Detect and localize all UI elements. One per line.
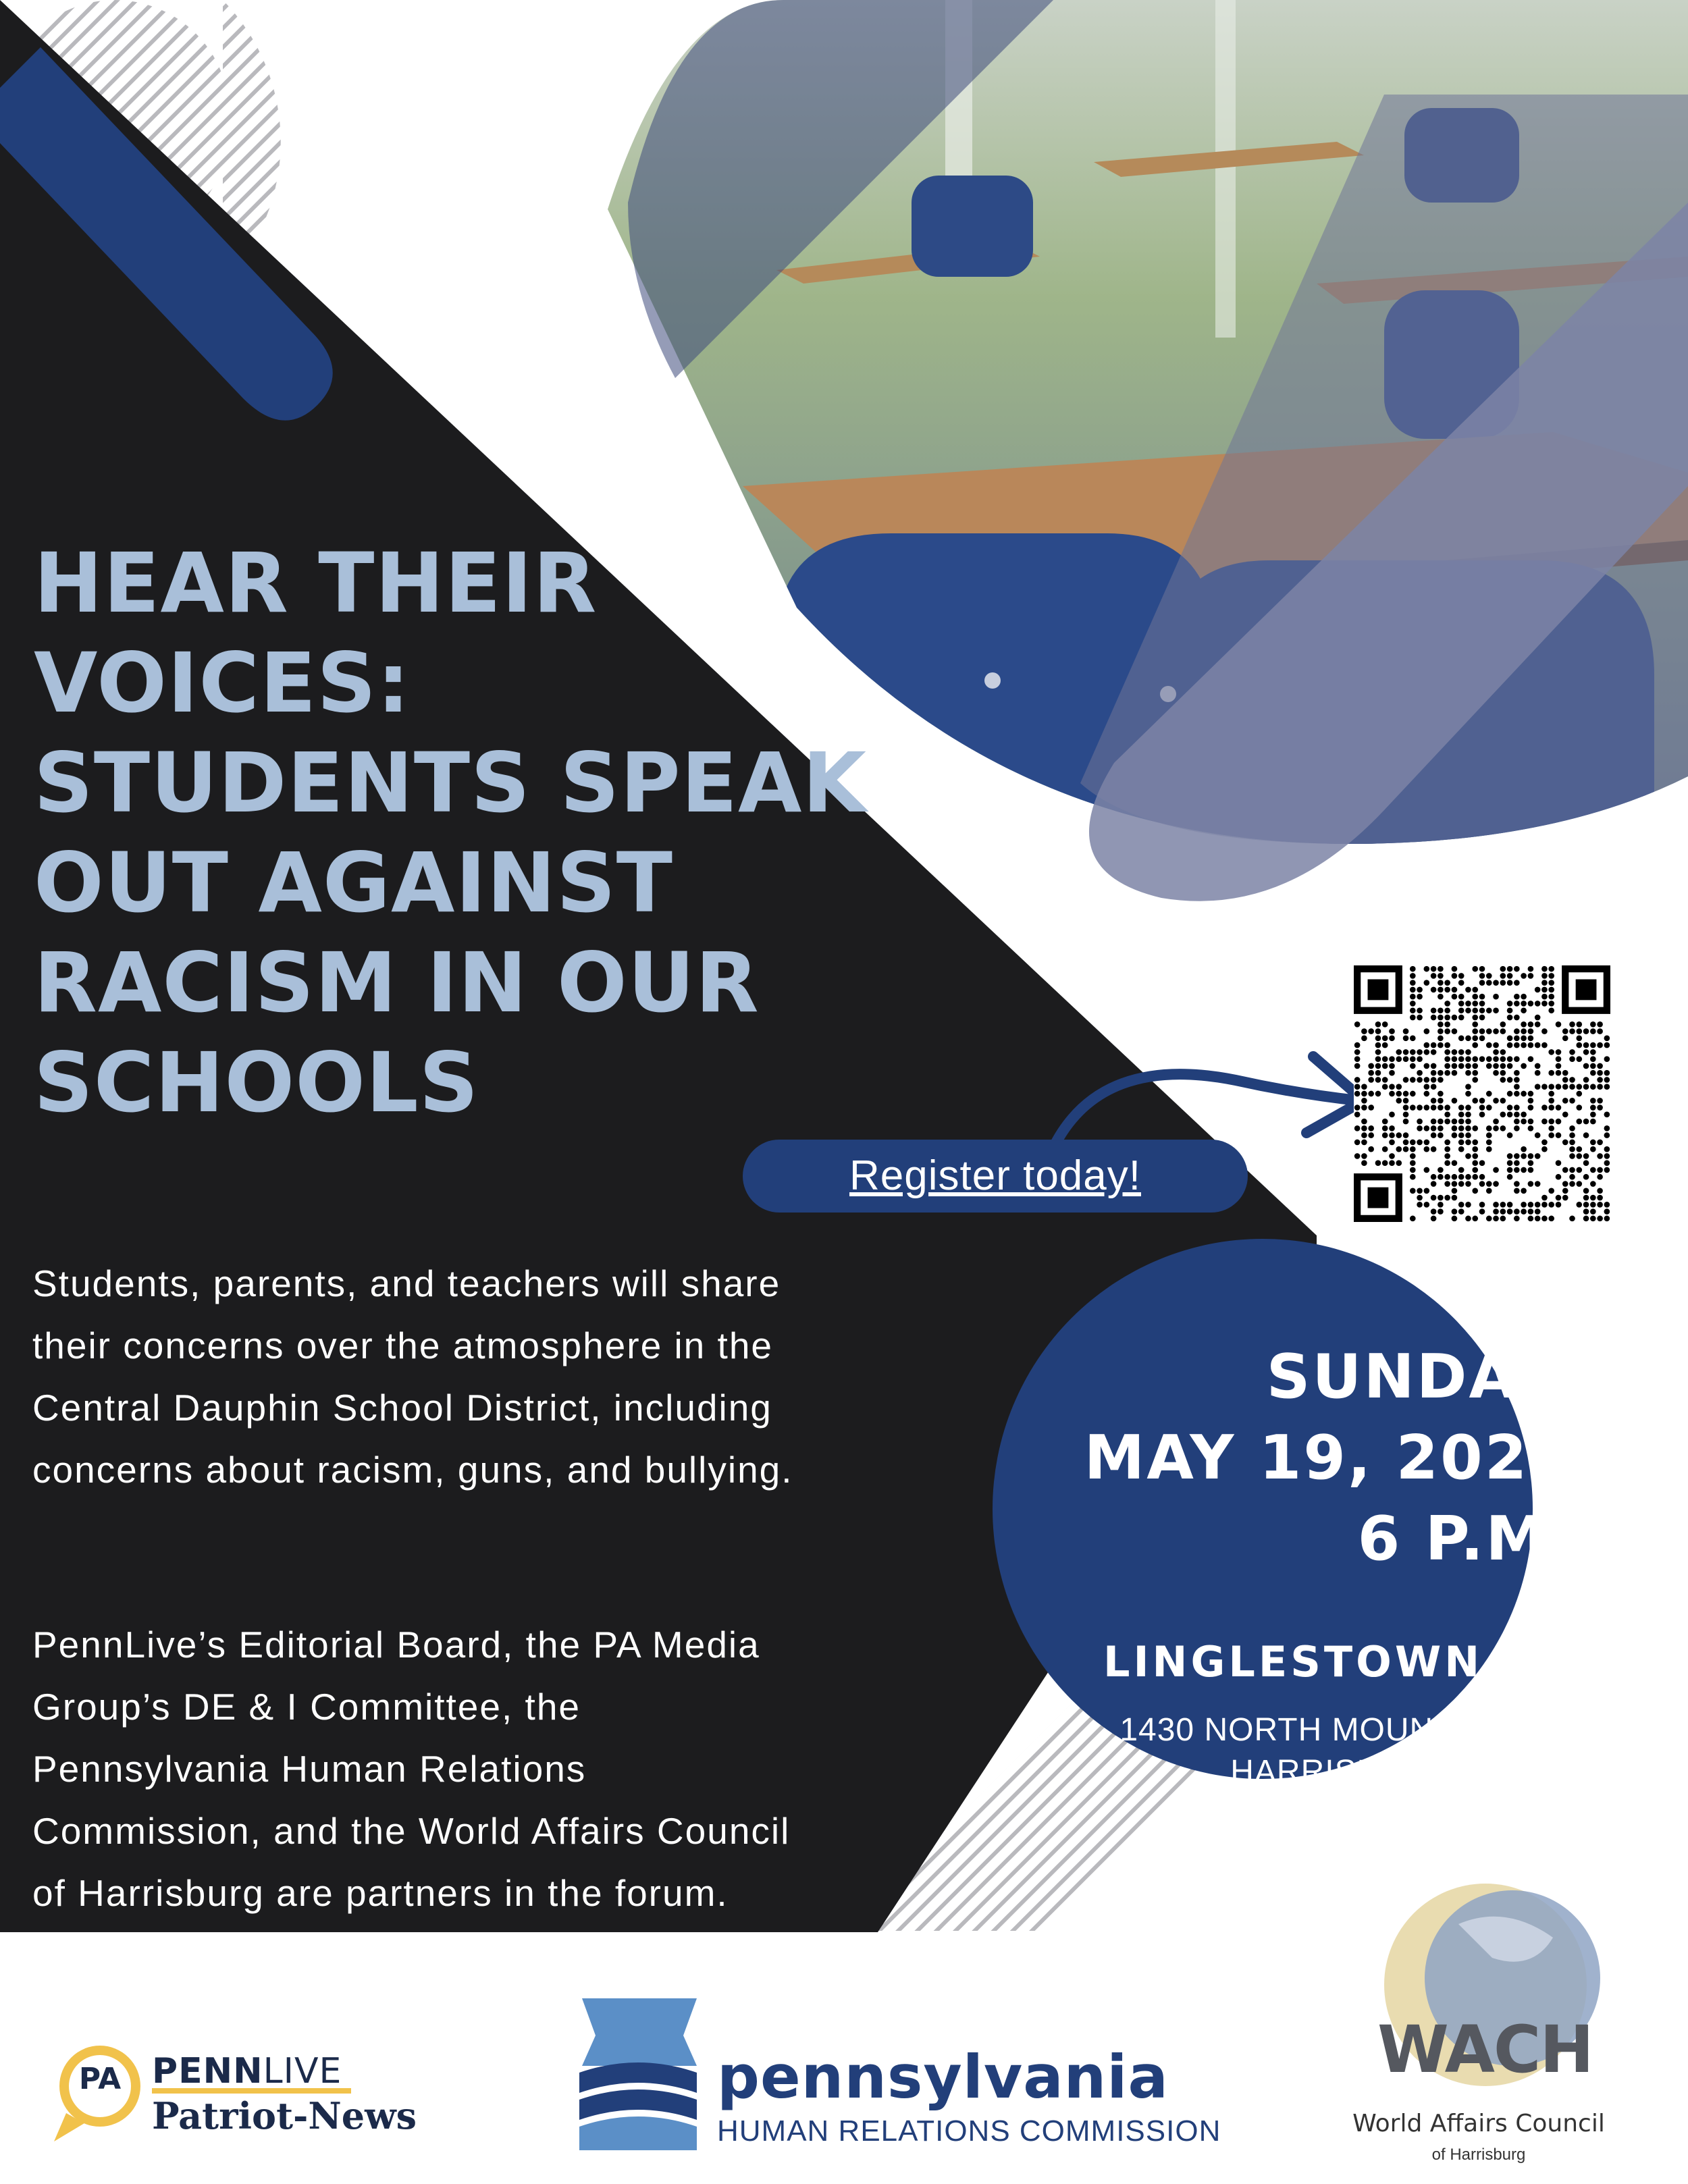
wach-logo-name: WACH (1377, 2012, 1593, 2087)
intro-line: Central Dauphin School District, including (32, 1387, 772, 1429)
title-line: OUT AGAINST (34, 835, 674, 931)
intro-paragraph (32, 1252, 951, 1501)
register-button[interactable]: Register today! (743, 1140, 1248, 1213)
intro-line: Students, parents, and teachers will share (32, 1262, 781, 1304)
intro-line: concerns about racism, guns, and bullying. (32, 1449, 793, 1491)
partners-line: of Harrisburg are partners in the forum. (32, 1872, 729, 1914)
partners-line: Commission, and the World Affairs Council (32, 1810, 791, 1852)
phrc-logo-name: pennsylvania (717, 2042, 1169, 2112)
partners-line: Pennsylvania Human Relations (32, 1748, 587, 1790)
partners-line: PennLive’s Editorial Board, the PA Media (32, 1624, 760, 1666)
pennlive-badge: PA (78, 2062, 122, 2096)
title-line: RACISM IN OUR (34, 935, 760, 1031)
event-date: MAY 19, 2024 (1084, 1422, 1573, 1493)
venue-address (945, 1709, 1614, 1793)
qr-code[interactable] (1354, 965, 1610, 1222)
pennlive-name-bold: PENN (152, 2051, 263, 2092)
intro-line: their concerns over the atmosphere in the (32, 1325, 774, 1366)
keystone-icon (579, 1998, 697, 2150)
pennlive-name-light: LIVE (263, 2051, 342, 2092)
title-line: SCHOOLS (34, 1035, 479, 1131)
page-title (34, 533, 867, 1133)
title-line: HEAR THEIR (34, 535, 598, 631)
venue-name: LINGLESTOWN LIFE (1103, 1637, 1614, 1686)
wach-logo-fullname: World Affairs Council (1352, 2110, 1605, 2137)
pennlive-logo-name (152, 2051, 342, 2092)
address-line: HARRISBURG, PA 17112 (1230, 1754, 1614, 1790)
wach-logo-city: of Harrisburg (1431, 2146, 1526, 2164)
partners-line: Group’s DE & I Committee, the (32, 1686, 581, 1728)
title-line: VOICES: (34, 635, 411, 731)
event-day: SUNDAY, (1266, 1341, 1573, 1412)
partners-paragraph (32, 1614, 951, 1924)
event-datetime (1013, 1337, 1573, 1580)
event-time: 6 P.M. (1357, 1503, 1573, 1574)
phrc-logo-subtitle: HUMAN RELATIONS COMMISSION (717, 2114, 1221, 2148)
pennlive-paper-name: Patriot-News (152, 2094, 417, 2137)
address-line: 1430 NORTH MOUNTAIN ROAD (1119, 1712, 1614, 1748)
title-line: STUDENTS SPEAK (34, 735, 867, 831)
